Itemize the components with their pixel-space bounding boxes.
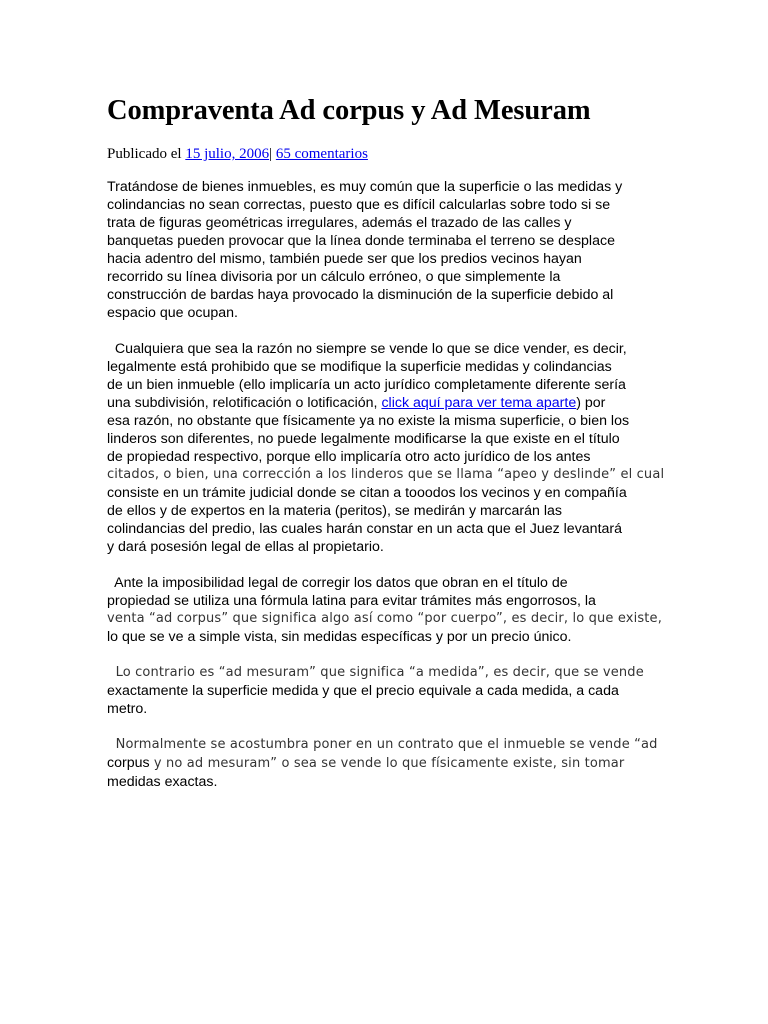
line-text: una subdivisión, relotificación o lotificación, xyxy=(107,395,382,411)
line-text: ) por xyxy=(576,395,606,411)
article xyxy=(107,92,663,791)
paragraph-line: espacio que ocupan. xyxy=(107,305,238,321)
related-topic-link[interactable]: click aquí para ver tema aparte xyxy=(381,395,577,411)
paragraph-line: Normalmente se acostumbra poner en un contrato que el inmueble se vende “ad xyxy=(107,737,658,752)
paragraph-line xyxy=(107,754,663,773)
post-date-link[interactable]: 15 julio, 2006 xyxy=(185,146,270,162)
paragraph-1 xyxy=(107,178,663,322)
paragraph-line: de propiedad respectivo, porque ello implicaría otro acto jurídico de los antes xyxy=(107,449,591,465)
meta-separator: | xyxy=(269,146,273,162)
post-meta xyxy=(107,144,663,164)
published-prefix: Publicado el xyxy=(107,146,186,162)
paragraph-line: construcción de bardas haya provocado la disminución de la superficie debido al xyxy=(107,287,614,303)
paragraph-line: citados, o bien, una corrección a los linderos que se llama “apeo y deslinde” el cual xyxy=(107,467,665,482)
paragraph-line-with-link xyxy=(107,394,663,412)
paragraph-line: Cualquiera que sea la razón no siempre se vende lo que se dice vender, es decir, xyxy=(107,341,627,357)
comments-link[interactable]: 65 comentarios xyxy=(275,146,368,162)
paragraph-line: lo que se ve a simple vista, sin medidas específicas y por un precio único. xyxy=(107,629,572,645)
paragraph-5 xyxy=(107,736,663,791)
paragraph-line: venta “ad corpus” que significa algo así como “por cuerpo”, es decir, lo que existe, xyxy=(107,611,662,626)
paragraph-line: colindancias no sean correctas, puesto que es difícil calcularlas sobre todo si se xyxy=(107,197,611,213)
paragraph-3 xyxy=(107,574,663,646)
paragraph-line: Tratándose de bienes inmuebles, es muy común que la superficie o las medidas y xyxy=(107,179,623,195)
paragraph-line: legalmente está prohibido que se modifique la superficie medidas y colindancias xyxy=(107,359,612,375)
paragraph-line: consiste en un trámite judicial donde se citan a tooodos los vecinos y en compañía xyxy=(107,485,627,501)
paragraph-4 xyxy=(107,664,663,718)
paragraph-line: de un bien inmueble (ello implicaría un acto jurídico completamente diferente sería xyxy=(107,377,626,393)
paragraph-line: propiedad se utiliza una fórmula latina para evitar trámites más engorrosos, la xyxy=(107,593,596,609)
paragraph-line: metro. xyxy=(107,701,148,717)
paragraph-line: exactamente la superficie medida y que el precio equivale a cada medida, a cada xyxy=(107,683,619,699)
paragraph-line: recorrido su línea divisoria por un cálculo erróneo, o que simplemente la xyxy=(107,269,561,285)
line-text: corpus xyxy=(107,755,150,771)
paragraph-line: colindancias del predio, las cuales harán constar en un acta que el Juez levantará xyxy=(107,521,623,537)
paragraph-line: medidas exactas. xyxy=(107,774,218,790)
paragraph-line: banquetas pueden provocar que la línea donde terminaba el terreno se desplace xyxy=(107,233,615,249)
paragraph-line: trata de figuras geométricas irregulares, además el trazado de las calles y xyxy=(107,215,572,231)
paragraph-line: Lo contrario es “ad mesuram” que significa “a medida”, es decir, que se vende xyxy=(107,665,644,680)
paragraph-line: esa razón, no obstante que físicamente ya no existe la misma superficie, o bien los xyxy=(107,413,630,429)
paragraph-line: y dará posesión legal de ellas al propietario. xyxy=(107,539,384,555)
paragraph-line: hacia adentro del mismo, también puede ser que los predios vecinos hayan xyxy=(107,251,582,267)
paragraph-line: de ellos y de expertos en la materia (peritos), se medirán y marcarán las xyxy=(107,503,562,519)
article-title: Compraventa Ad corpus y Ad Mesuram xyxy=(107,95,591,126)
paragraph-2 xyxy=(107,340,663,556)
paragraph-line: linderos son diferentes, no puede legalmente modificarse la que existe en el título xyxy=(107,431,620,447)
line-text: y no ad mesuram” o sea se vende lo que físicamente existe, sin tomar xyxy=(149,756,625,771)
paragraph-line: Ante la imposibilidad legal de corregir los datos que obran en el título de xyxy=(107,575,568,591)
